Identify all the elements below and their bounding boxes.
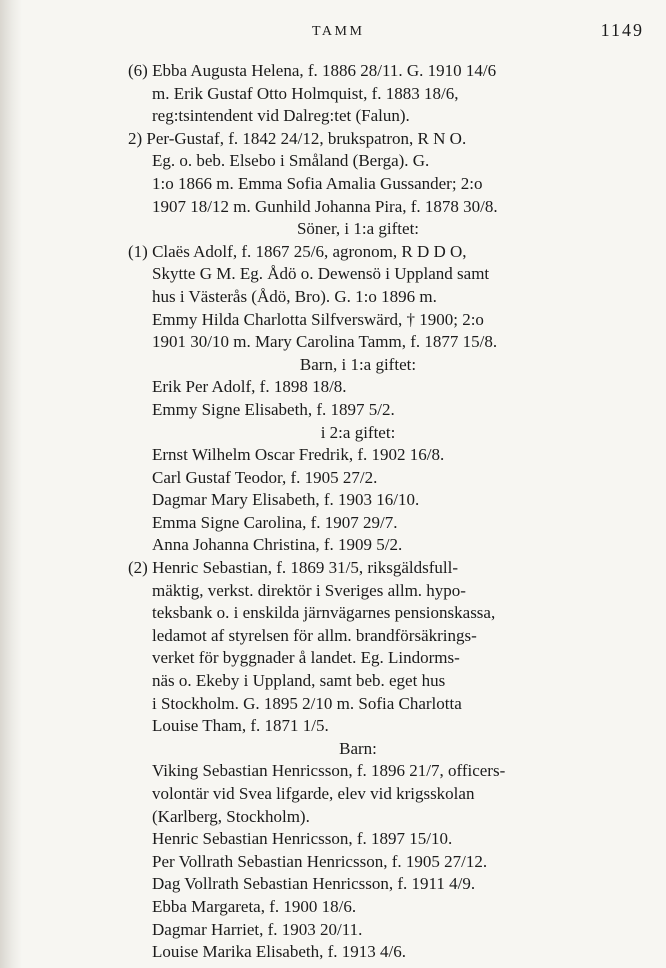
text-line: Per Vollrath Sebastian Henricsson, f. 1905 27/12. [152,851,488,871]
text-line: (Karlberg, Stockholm). [152,806,310,826]
running-title: TAMM [312,24,365,39]
text-line: Ebba Margareta, f. 1900 18/6. [152,896,357,916]
text-line: volontär vid Svea lifgarde, elev vid krigsskolan [152,784,475,803]
text-line: Dag Vollrath Sebastian Henricsson, f. 1911 4/9. [152,874,476,894]
text-line: hus i Västerås (Ådö, Bro). G. 1:o 1896 m. [152,286,437,306]
text-line: 1:o 1866 m. Emma Sofia Amalia Gussander; 2:o [152,173,483,193]
text-line: Emma Signe Carolina, f. 1907 29/7. [152,512,398,532]
section-heading: i 2:a giftet: [320,422,396,442]
text-line: Henric Sebastian Henricsson, f. 1897 15/10. [152,829,453,849]
page-number: 1149 [600,20,644,40]
text-line: Eg. o. beb. Elsebo i Småland (Berga). G. [152,151,430,171]
text-line: (6) Ebba Augusta Helena, f. 1886 28/11. G. 1910 14/6 [128,61,497,80]
section-heading: Barn: [339,738,377,758]
text-line: i Stockholm. G. 1895 2/10 m. Sofia Charlotta [152,693,462,713]
text-line: Emmy Signe Elisabeth, f. 1897 5/2. [152,399,395,419]
text-line: Louise Marika Elisabeth, f. 1913 4/6. [152,942,407,962]
text-line: Anna Johanna Christina, f. 1909 5/2. [152,535,403,555]
genealogy-text [128,60,648,964]
text-line: verket för byggnader å landet. Eg. Lindorms- [152,648,460,668]
page-header [0,20,666,44]
text-line: Erik Per Adolf, f. 1898 18/8. [152,377,347,397]
text-line: reg:tsintendent vid Dalreg:tet (Falun). [152,106,410,126]
text-line: m. Erik Gustaf Otto Holmquist, f. 1883 18/6, [152,83,459,103]
text-line: Ernst Wilhelm Oscar Fredrik, f. 1902 16/8. [152,445,445,465]
text-line: Viking Sebastian Henricsson, f. 1896 21/7, officers- [152,761,506,781]
section-heading: Söner, i 1:a giftet: [296,219,420,239]
text-line: ledamot af styrelsen för allm. brandförsäkrings- [152,625,477,645]
text-line: (1) Claës Adolf, f. 1867 25/6, agronom, R D D O, [128,241,467,261]
text-line: Carl Gustaf Teodor, f. 1905 27/2. [152,467,378,487]
text-line: mäktig, verkst. direktör i Sveriges allm. hypo- [152,580,466,600]
text-line: Dagmar Mary Elisabeth, f. 1903 16/10. [152,490,420,510]
text-line: Dagmar Harriet, f. 1903 20/11. [152,919,363,939]
text-line: Skytte G M. Eg. Ådö o. Dewensö i Uppland samt [152,264,490,284]
text-line: 1901 30/10 m. Mary Carolina Tamm, f. 1877 15/8. [152,332,498,352]
text-line: 2) Per-Gustaf, f. 1842 24/12, brukspatron, R N O. [128,128,467,148]
text-line: (2) Henric Sebastian, f. 1869 31/5, riksgäldsfull- [128,558,459,578]
text-line: 1907 18/12 m. Gunhild Johanna Pira, f. 1878 30/8. [152,196,498,216]
text-line: näs o. Ekeby i Uppland, samt beb. eget hus [152,671,446,691]
text-line: Emmy Hilda Charlotta Silfverswärd, † 1900; 2:o [152,309,484,329]
text-line: Louise Tham, f. 1871 1/5. [152,716,329,736]
text-line: teksbank o. i enskilda järnvägarnes pensionskassa, [152,603,496,623]
section-heading: Barn, i 1:a giftet: [299,354,417,374]
